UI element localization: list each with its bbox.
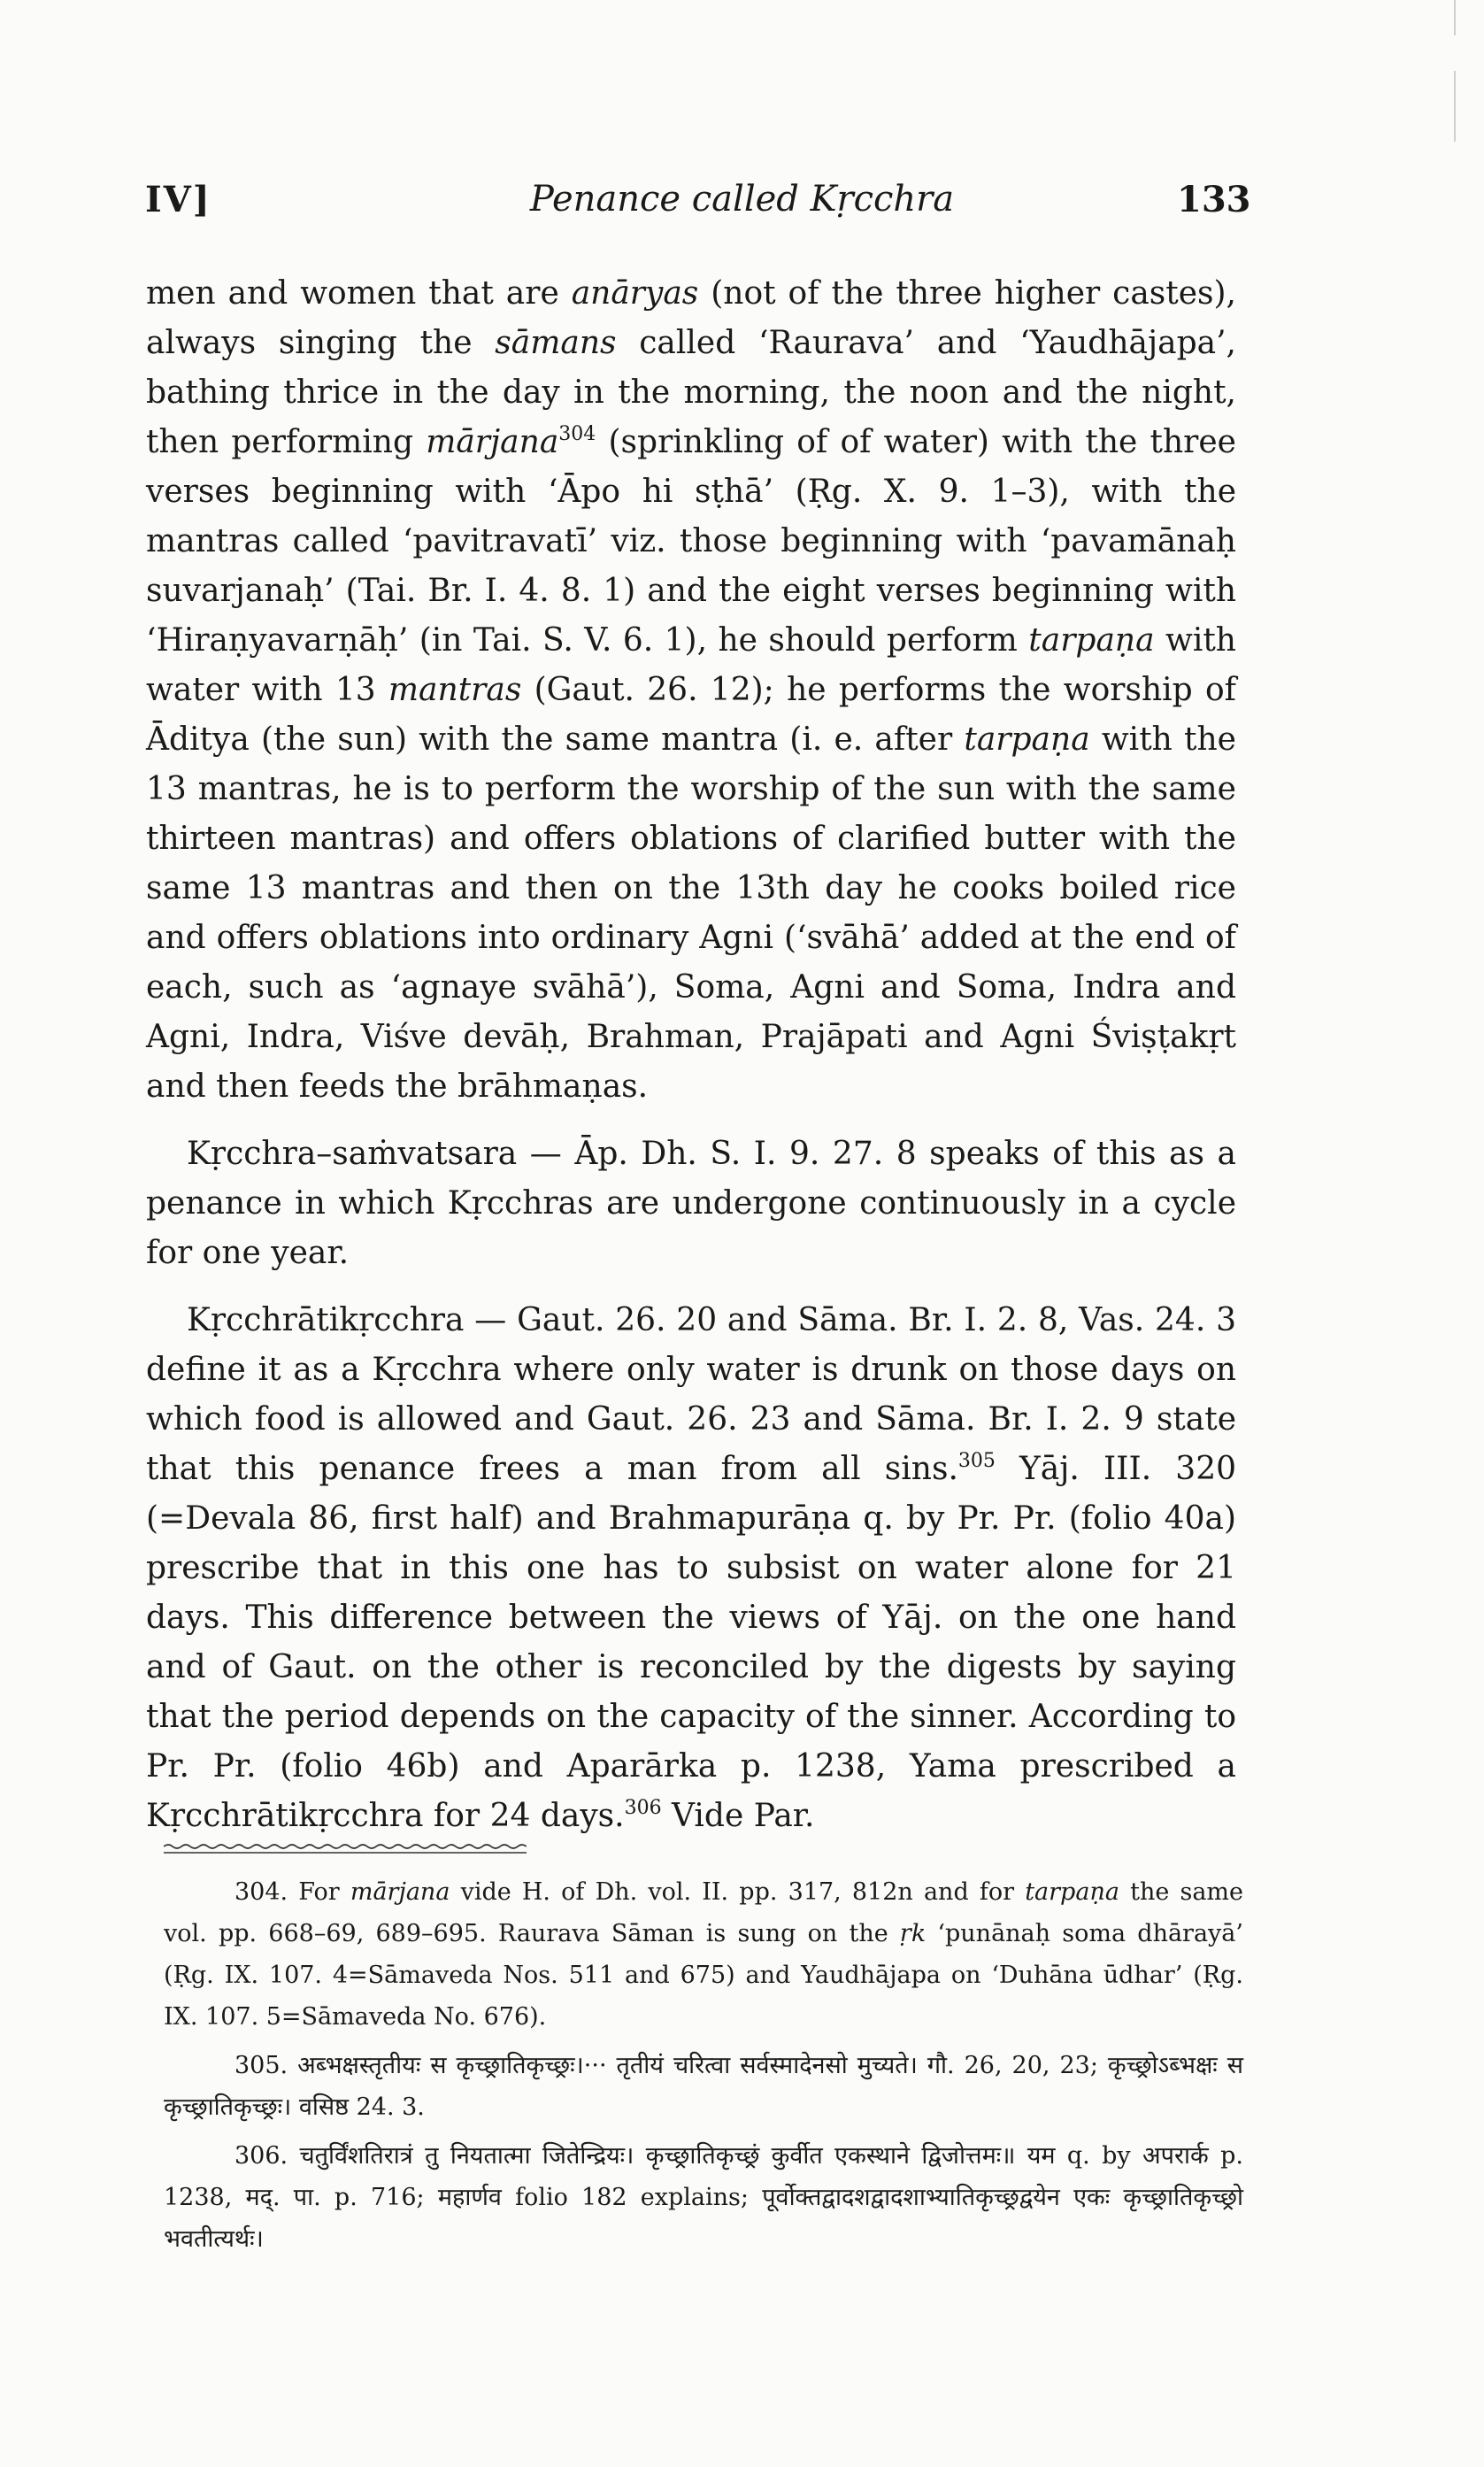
footnotes <box>164 1871 1243 2260</box>
text-run: called ‘Raurava’ and ‘Yaudhājapa’, bathing thrice in the day in the morning, the noon and the night, then performing <box>146 325 1236 460</box>
scan-edge-mark <box>1454 0 1456 35</box>
text-run: (not of the three higher castes), always singing the <box>146 275 1236 361</box>
text-run: Kṛcchrātikṛcchra — Gaut. 26. 20 and Sāma. Br. I. 2. 8, Vas. 24. 3 define it as a Kṛcchra where only water is drunk on those days on which food is allowed and Gaut. 26. 23 and Sāma. Br. I. 2. 9 state that this penance frees a man from all sins. <box>146 1302 1236 1487</box>
italic-term: tarpaṇa <box>1025 1878 1119 1906</box>
paragraph <box>146 1296 1236 1841</box>
italic-term: tarpaṇa <box>1028 622 1155 659</box>
chapter-marker: IV] <box>145 179 211 220</box>
italic-term: mārjana <box>426 424 559 460</box>
footnote-ref: 304 <box>558 423 596 445</box>
scan-edge-mark <box>1454 71 1456 142</box>
italic-term: sāmans <box>495 325 617 361</box>
text-run: with water with 13 <box>146 622 1236 708</box>
footnote-rule <box>164 1841 527 1859</box>
page-number: 133 <box>1177 179 1251 220</box>
text-run: (Gaut. 26. 12); he performs the worship of Āditya (the sun) with the same mantra (i. e. after <box>146 672 1236 758</box>
text-run: Yāj. III. 320 (=Devala 86, first half) and Brahmapurāṇa q. by Pr. Pr. (folio 40a) prescribe that in this one has to subsist on water alone for 21 days. This difference between the views of Yāj. on the one hand and of Gaut. on the other is reconciled by the digests by saying that the period depends on the capacity of the sinner. According to Pr. Pr. (folio 46b) and Aparārka p. 1238, Yama prescribed a Kṛcchrātikṛcchra for 24 days. <box>146 1451 1236 1834</box>
text-run: with the 13 mantras, he is to perform the worship of the sun with the same thirteen mantras) and offers oblations of clarified butter with the same 13 mantras and then on the 13th day he cooks boiled rice and offers oblations into ordinary Agni (‘svāhā’ added at the end of each, such as ‘agnaye svāhā’), Soma, Agni and Soma, Indra and Agni, Indra, Viśve devāḥ, Brahman, Prajāpati and Agni Śviṣṭakṛt and then feeds the brāhmaṇas. <box>146 721 1236 1105</box>
body-text <box>146 269 1236 1841</box>
text-run: the same vol. pp. 668–69, 689–695. Raurava Sāman is sung on the <box>164 1878 1244 1947</box>
paragraph <box>146 1129 1236 1278</box>
italic-term: mantras <box>388 672 522 708</box>
footnote-306 <box>164 2135 1243 2260</box>
running-head-title: Penance called Kṛcchra <box>529 179 955 220</box>
text-run: Kṛcchra–saṁvatsara — Āp. Dh. S. I. 9. 27. 8 speaks of this as a penance in which Kṛcchras are undergone continuously in a cycle for one year. <box>146 1136 1236 1271</box>
text-run: vide H. of Dh. vol. II. pp. 317, 812n and for <box>450 1878 1026 1906</box>
text-run: Vide Par. <box>661 1798 815 1834</box>
italic-term: tarpaṇa <box>964 721 1090 758</box>
footnote-ref: 306 <box>624 1797 662 1819</box>
text-run: ‘punānaḥ soma dhārayā’ (Ṛg. IX. 107. 4=Sāmaveda Nos. 511 and 675) and Yaudhājapa on ‘Duhāna ūdhar’ (Ṛg. IX. 107. 5=Sāmaveda No. 676). <box>164 1920 1243 2031</box>
italic-term: anāryas <box>571 275 699 312</box>
text-run: men and women that are <box>146 275 572 312</box>
footnote-304 <box>164 1871 1243 2038</box>
footnote-305 <box>164 2045 1243 2128</box>
text-run: (sprinkling of of water) with the three verses beginning with ‘Āpo hi sṭhā’ (Ṛg. X. 9. 1–3), with the mantras called ‘pavitravatī’ viz. those beginning with ‘pavamānaḥ suvarjanaḥ’ (Tai. Br. I. 4. 8. 1) and the eight verses beginning with ‘Hiraṇyavarṇāḥ’ (in Tai. S. V. 6. 1), he should perform <box>146 424 1236 659</box>
italic-term: mārjana <box>350 1878 450 1906</box>
footnote-ref: 305 <box>957 1450 996 1472</box>
text-run: 305. अब्भक्षस्तृतीयः स कृच्छ्रातिकृच्छ्रः।··· तृतीयं चरित्वा सर्वस्मादेनसो मुच्यते। गौ. 26, 20, 23; कृच्छ्रोऽब्भक्षः स कृच्छ्रातिकृच्छ्रः। वसिष्ठ 24. 3. <box>164 2052 1243 2121</box>
text-run: 304. For <box>235 1878 350 1906</box>
text-run: 306. चतुर्विंशतिरात्रं तु नियतात्मा जितेन्द्रियः। कृच्छ्रातिकृच्छ्रं कुर्वीत एकस्थाने द्विजोत्तमः॥ यम q. by अपरार्क p. 1238, मद्. पा. p. 716; महार्णव folio 182 explains; पूर्वोक्तद्वादशद्वादशाभ्यातिकृच्छ्रद्वयेन एकः कृच्छ्रातिकृच्छ्रो भवतीत्यर्थः। <box>164 2142 1243 2253</box>
italic-term: ṛk <box>899 1920 927 1947</box>
paragraph <box>146 269 1236 1112</box>
